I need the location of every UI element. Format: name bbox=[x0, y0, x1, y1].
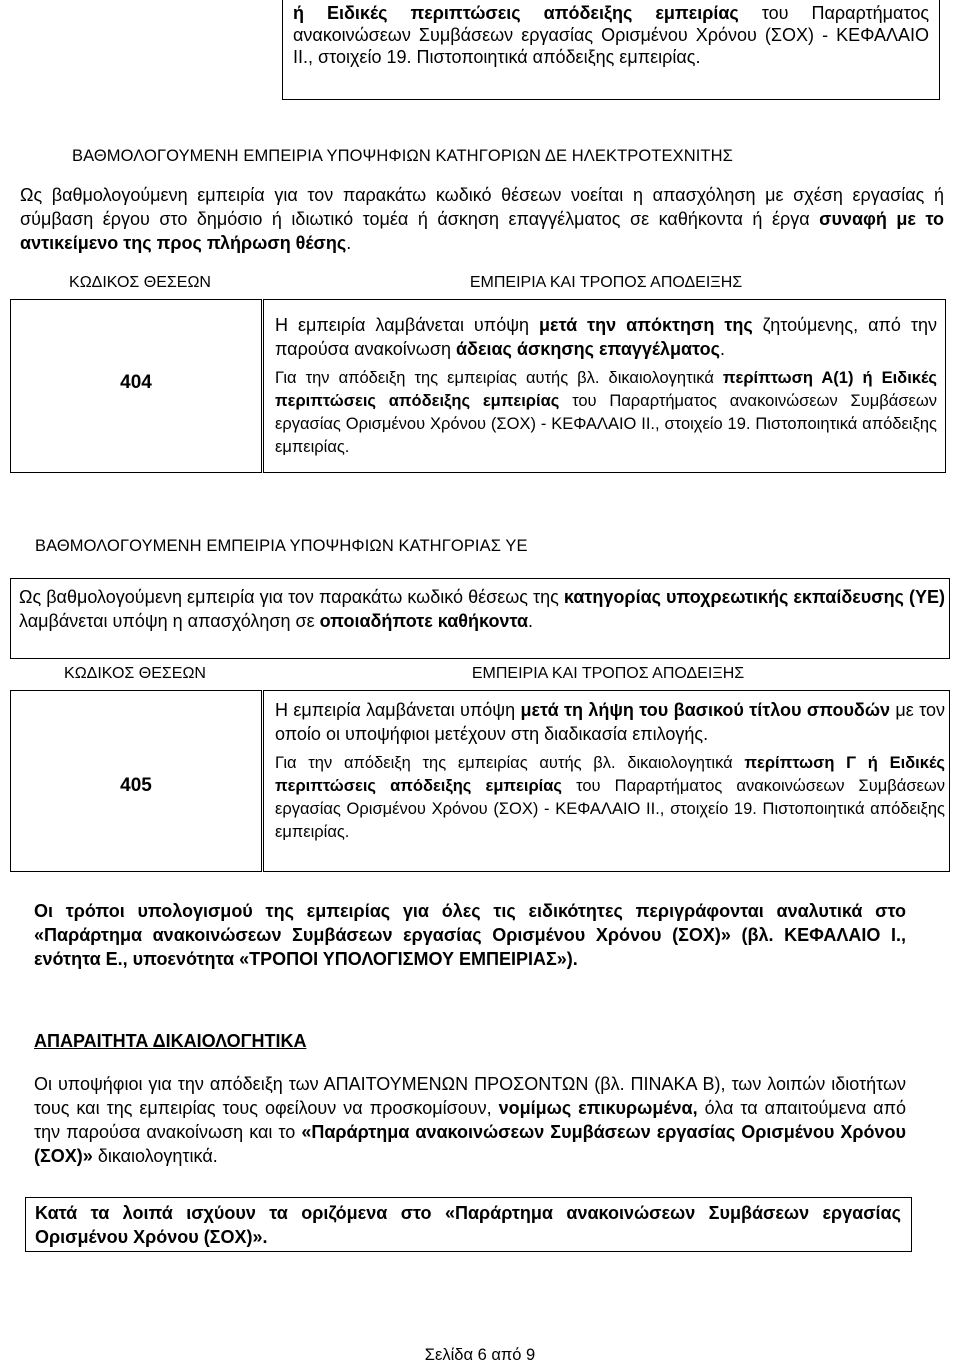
ye-p1-b: μετά τη λήψη του βασικού τίτλου σπουδών bbox=[520, 700, 891, 720]
req-t4: «Παράρτημα ανακοινώσεων Συμβάσεων εργασίας Ορισμένου Χρόνου (ΣΟΧ)» bbox=[34, 1122, 907, 1166]
final-note: Κατά τα λοιπά ισχύουν τα οριζόμενα στο «Παράρτημα ανακοινώσεων Συμβάσεων εργασίας Ορισμένου Χρόνου (ΣΟΧ)». bbox=[25, 1197, 912, 1252]
calc-note: Οι τρόποι υπολογισμού της εμπειρίας για όλες τις ειδικότητες περιγράφονται αναλυτικά στο «Παράρτημα ανακοινώσεων Συμβάσεων εργασίας Ορισμένου Χρόνου (ΣΟΧ)» (βλ. ΚΕΦΑΛΑΙΟ Ι., ενότητα Ε., υποενότητα «ΤΡΟΠΟΙ ΥΠΟΛΟΓΙΣΜΟΥ ΕΜΠΕΙΡΙΑΣ»). bbox=[34, 901, 906, 969]
top-box-bold: ή Ειδικές περιπτώσεις απόδειξης εμπειρίας bbox=[293, 3, 739, 23]
ye-p1-a: Η εμπειρία λαμβάνεται υπόψη bbox=[275, 700, 521, 720]
section-de-exp-p2 bbox=[275, 367, 937, 459]
section-ye-col-exp: ΕΜΠΕΙΡΙΑ ΚΑΙ ΤΡΟΠΟΣ ΑΠΟΔΕΙΞΗΣ bbox=[471, 665, 745, 682]
required-docs-heading: ΑΠΑΡΑΙΤΗΤΑ ΔΙΚΑΙΟΛΟΓΗΤΙΚΑ bbox=[34, 1031, 307, 1051]
de-p2-c: του Παραρτήματος ανακοινώσεων Συμβάσεων εργασίας Ορισμένου Χρόνου (ΣΟΧ) - ΚΕΦΑΛΑΙΟ ΙΙ., στοιχείο 19. Πιστοποιητικά απόδειξης εμπειρίας. bbox=[275, 392, 937, 456]
section-ye-exp-p2 bbox=[275, 752, 945, 844]
req-t2: νομίμως επικυρωμένα, bbox=[498, 1098, 698, 1118]
ye-p2-b: περίπτωση Γ ή Ειδικές περιπτώσεις απόδειξης εμπειρίας bbox=[275, 754, 945, 795]
section-de-intro-bold: συναφή με το αντικείμενο της προς πλήρωση θέσης bbox=[20, 209, 944, 253]
ye-p2-c: του Παραρτήματος ανακοινώσεων Συμβάσεων εργασίας Ορισμένου Χρόνου (ΣΟΧ) - ΚΕΦΑΛΑΙΟ ΙΙ., στοιχείο 19. Πιστοποιητικά απόδειξης εμπειρίας. bbox=[275, 777, 945, 841]
top-box-text: του Παραρτήματος ανακοινώσεων Συμβάσεων εργασίας Ορισμένου Χρόνου (ΣΟΧ) - ΚΕΦΑΛΑΙΟ ΙΙ., στοιχείο 19. Πιστοποιητικά απόδειξης εμπειρίας. bbox=[293, 3, 929, 67]
de-p1-b: μετά την απόκτηση της bbox=[539, 315, 753, 335]
section-ye-exp-p1 bbox=[275, 698, 945, 746]
ye-p2-a: Για την απόδειξη της εμπειρίας αυτής βλ. δικαιολογητικά bbox=[275, 754, 745, 772]
ye-intro-c: λαμβάνεται υπόψη η απασχόληση σε bbox=[19, 611, 320, 631]
de-p1-a: Η εμπειρία λαμβάνεται υπόψη bbox=[275, 315, 540, 335]
de-p2-a: Για την απόδειξη της εμπειρίας αυτής βλ. δικαιολογητικά bbox=[275, 369, 723, 387]
ye-p1-c: με τον οποίο οι υποψήφιοι μετέχουν στη διαδικασία επιλογής. bbox=[275, 700, 946, 744]
section-de-exp-p1 bbox=[275, 313, 937, 361]
section-de-intro-text: Ως βαθμολογούμενη εμπειρία για τον παρακάτω κωδικό θέσεων νοείται η απασχόληση με σχέση εργασίας ή σύμβαση έργου στο δημόσιο ή ιδιωτικό τομέα ή άσκηση επαγγέλματος σε καθήκοντα ή έργα bbox=[20, 185, 944, 229]
section-ye-heading: ΒΑΘΜΟΛΟΓΟΥΜΕΝΗ ΕΜΠΕΙΡΙΑ ΥΠΟΨΗΦΙΩΝ ΚΑΤΗΓΟΡΙΑΣ ΥΕ bbox=[35, 537, 528, 555]
required-docs-text bbox=[34, 1072, 906, 1168]
ye-intro-d: οποιαδήποτε καθήκοντα bbox=[319, 611, 529, 631]
de-p1-e: . bbox=[720, 339, 726, 359]
de-p1-c: ζητούμενης, από την παρούσα ανακοίνωση bbox=[275, 315, 937, 359]
ye-intro-b: κατηγορίας υποχρεωτικής εκπαίδευσης (ΥΕ) bbox=[563, 587, 945, 607]
section-de-intro-end: . bbox=[346, 233, 352, 253]
de-p1-d: άδειας άσκησης επαγγέλματος bbox=[455, 339, 721, 359]
section-de-col-exp: ΕΜΠΕΙΡΙΑ ΚΑΙ ΤΡΟΠΟΣ ΑΠΟΔΕΙΞΗΣ bbox=[469, 274, 743, 291]
section-ye-code: 405 bbox=[120, 775, 152, 796]
section-ye-intro bbox=[10, 578, 950, 659]
section-de-intro bbox=[20, 183, 944, 255]
ye-intro-e: . bbox=[528, 611, 534, 631]
section-de-exp-text bbox=[275, 313, 937, 459]
ye-intro-a: Ως βαθμολογούμενη εμπειρία για τον παρακάτω κωδικό θέσεως της bbox=[19, 587, 564, 607]
req-t5: δικαιολογητικά. bbox=[92, 1146, 218, 1166]
req-t1: Οι υποψήφιοι για την απόδειξη των ΑΠΑΙΤΟΥΜΕΝΩΝ ΠΡΟΣΟΝΤΩΝ (βλ. ΠΙΝΑΚΑ Β), των λοιπών ιδιοτήτων τους και της εμπειρίας τους οφείλουν να προσκομίσουν, bbox=[34, 1074, 906, 1118]
section-ye-col-code: ΚΩΔΙΚΟΣ ΘΕΣΕΩΝ bbox=[64, 665, 206, 682]
section-de-heading: ΒΑΘΜΟΛΟΓΟΥΜΕΝΗ ΕΜΠΕΙΡΙΑ ΥΠΟΨΗΦΙΩΝ ΚΑΤΗΓΟΡΙΩΝ ΔΕ ΗΛΕΚΤΡΟΤΕΧΝΙΤΗΣ bbox=[72, 147, 733, 165]
section-de-col-code: ΚΩΔΙΚΟΣ ΘΕΣΕΩΝ bbox=[69, 274, 211, 291]
section-ye-exp-text bbox=[275, 698, 945, 844]
top-continuation-box bbox=[282, 0, 940, 100]
page-footer: Σελίδα 6 από 9 bbox=[424, 1346, 536, 1364]
req-t3: όλα τα απαιτούμενα από την παρούσα ανακοίνωση και το bbox=[34, 1098, 906, 1142]
de-p2-b: περίπτωση Α(1) ή Ειδικές περιπτώσεις απόδειξης εμπειρίας bbox=[275, 369, 937, 410]
section-de-code: 404 bbox=[120, 372, 152, 393]
